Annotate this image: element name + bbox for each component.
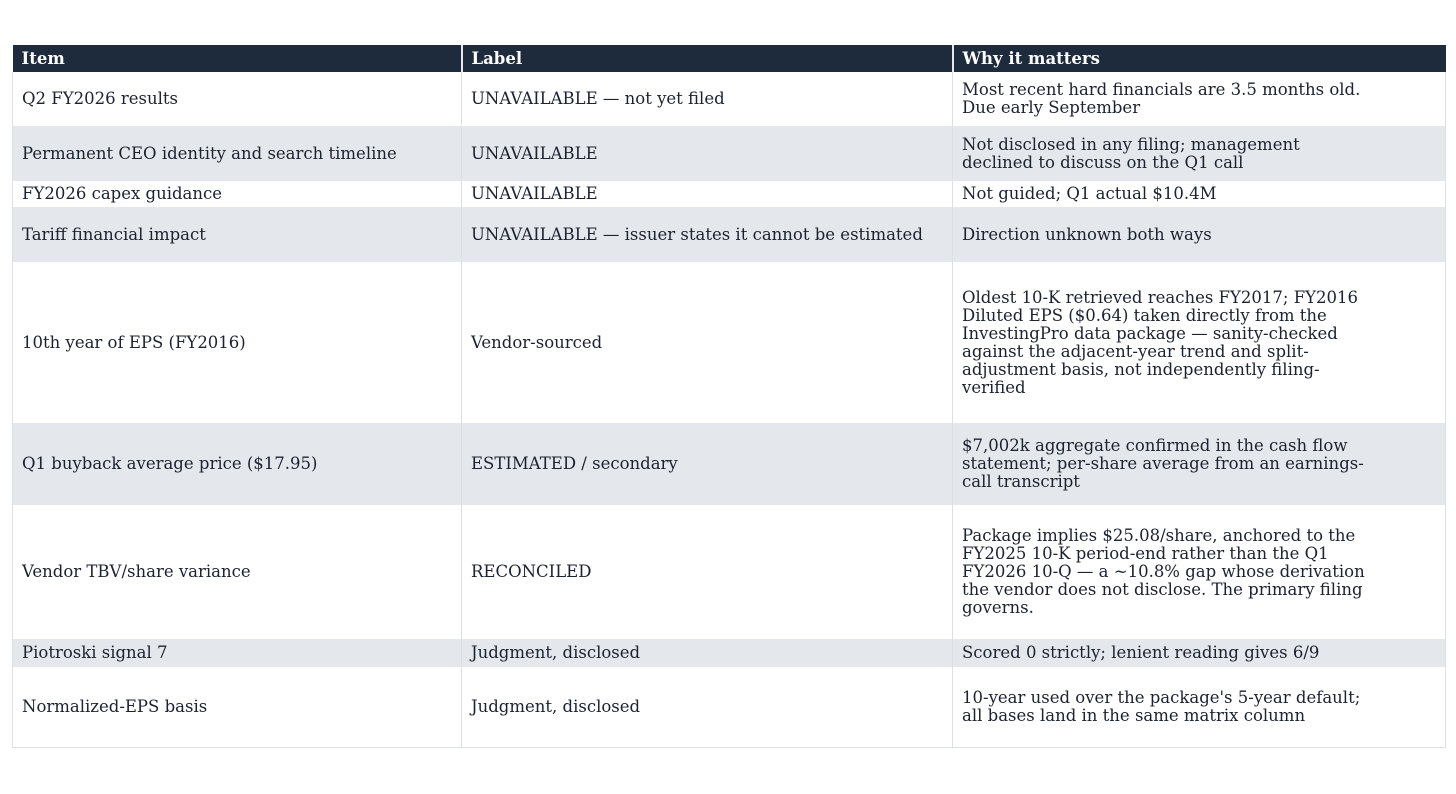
cell-item: Q1 buyback average price ($17.95)	[13, 423, 462, 505]
table-row	[13, 181, 1446, 207]
header-item: Item	[13, 45, 462, 72]
cell-item: Tariff financial impact	[13, 207, 462, 262]
cell-item: Normalized-EPS basis	[13, 667, 462, 747]
cell-label: Vendor-sourced	[462, 262, 953, 423]
cell-label: Judgment, disclosed	[462, 639, 953, 667]
table-row	[13, 262, 1446, 423]
cell-why: $7,002k aggregate confirmed in the cash flow statement; per-share average from an earnings-call transcript	[953, 423, 1446, 505]
cell-why: Most recent hard financials are 3.5 months old. Due early September	[953, 72, 1446, 126]
cell-why: Oldest 10-K retrieved reaches FY2017; FY2016 Diluted EPS ($0.64) taken directly from the InvestingPro data package — sanity-checked against the adjacent-year trend and split-adjustment basis, not independently filing-verified	[953, 262, 1446, 423]
table-row	[13, 639, 1446, 667]
header-row	[13, 45, 1446, 72]
cell-label: RECONCILED	[462, 505, 953, 639]
header-label: Label	[462, 45, 953, 72]
cell-label: UNAVAILABLE — issuer states it cannot be estimated	[462, 207, 953, 262]
header-why: Why it matters	[953, 45, 1446, 72]
cell-why: Package implies $25.08/share, anchored to the FY2025 10-K period-end rather than the Q1 FY2026 10-Q — a ~10.8% gap whose derivation the vendor does not disclose. The primary filing governs.	[953, 505, 1446, 639]
cell-item: Vendor TBV/share variance	[13, 505, 462, 639]
cell-label: UNAVAILABLE — not yet filed	[462, 72, 953, 126]
table-row	[13, 72, 1446, 126]
table-row	[13, 207, 1446, 262]
cell-why: Direction unknown both ways	[953, 207, 1446, 262]
cell-item: FY2026 capex guidance	[13, 181, 462, 207]
cell-item: Permanent CEO identity and search timeline	[13, 126, 462, 181]
table-header	[13, 45, 1446, 72]
cell-label: UNAVAILABLE	[462, 126, 953, 181]
cell-label: UNAVAILABLE	[462, 181, 953, 207]
data-table	[12, 45, 1446, 748]
table-row	[13, 667, 1446, 747]
cell-why: Not guided; Q1 actual $10.4M	[953, 181, 1446, 207]
cell-item: 10th year of EPS (FY2016)	[13, 262, 462, 423]
table-row	[13, 423, 1446, 505]
table-row	[13, 505, 1446, 639]
table-row	[13, 126, 1446, 181]
cell-why: 10-year used over the package's 5-year default; all bases land in the same matrix column	[953, 667, 1446, 747]
cell-label: Judgment, disclosed	[462, 667, 953, 747]
cell-item: Piotroski signal 7	[13, 639, 462, 667]
table-body	[13, 72, 1446, 747]
cell-label: ESTIMATED / secondary	[462, 423, 953, 505]
cell-item: Q2 FY2026 results	[13, 72, 462, 126]
cell-why: Scored 0 strictly; lenient reading gives 6/9	[953, 639, 1446, 667]
cell-why: Not disclosed in any filing; management declined to discuss on the Q1 call	[953, 126, 1446, 181]
